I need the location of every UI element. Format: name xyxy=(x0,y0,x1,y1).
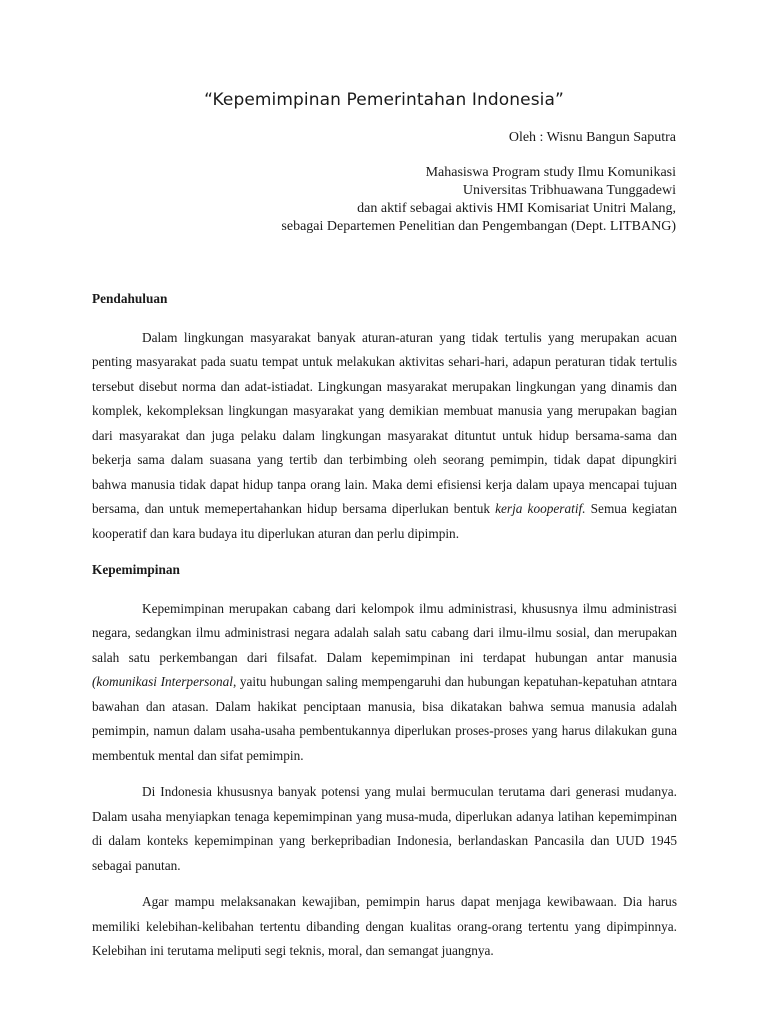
paragraph-italic-text: (komunikasi Interpersonal xyxy=(92,674,233,689)
affiliation-line: Universitas Tribhuawana Tunggadewi xyxy=(462,183,676,198)
document-title: “Kepemimpinan Pemerintahan Indonesia” xyxy=(204,90,564,110)
author-line: Oleh : Wisnu Bangun Saputra xyxy=(508,130,676,145)
paragraph xyxy=(92,780,677,878)
paragraph xyxy=(92,597,677,769)
paragraph-text: Agar mampu melaksanakan kewajiban, pemimpin harus dapat menjaga kewibawaan. Dia harus memiliki kelebihan-kelibahan tertentu dibanding dengan kualitas orang-orang tertentu yang dipimpinnya. Kelebihan ini terutama meliputi segi teknis, moral, dan semangat juangnya. xyxy=(92,894,677,958)
paragraph-text: Dalam lingkungan masyarakat banyak aturan-aturan yang tidak tertulis yang merupakan acuan penting masyarakat pada suatu tempat untuk melakukan aktivitas sehari-hari, adapun peraturan tidak tertulis tersebut disebut norma dan adat-istiadat. Lingkungan masyarakat merupakan lingkungan yang dinamis dan komplek, kekompleksan lingkungan masyarakat yang demikian membuat manusia yang merupakan bagian dari masyarakat dan juga pelaku dalam lingkungan masyarakat dituntut untuk hidup bersama-sama dan bekerja sama dalam suasana yang tertib dan terbimbing oleh seorang pemimpin, tidak dapat dipungkiri bahwa manusia tidak dapat hidup tanpa orang lain. Maka demi efisiensi kerja dalam upaya mencapai tujuan bersama, dan untuk memepertahankan hidup bersama diperlukan bentuk xyxy=(92,329,677,516)
paragraph-text: , yaitu hubungan saling mempengaruhi dan hubungan kepatuhan-kepatuhan atntara bawahan dan atasan. Dalam hakikat penciptaan manusia, bisa dikatakan bahwa semua manusia adalah pemimpin, namun dalam usaha-usaha pembentukannya diperlukan proses-proses yang harus dilakukan guna membentuk mental dan sifat pemimpin. xyxy=(92,674,677,763)
author-affiliation xyxy=(281,164,676,236)
affiliation-line: sebagai Departemen Penelitian dan Pengembangan (Dept. LITBANG) xyxy=(281,219,676,234)
paragraph xyxy=(92,326,677,547)
section-heading-kepemimpinan: Kepemimpinan xyxy=(92,562,180,577)
paragraph-text: Di Indonesia khususnya banyak potensi yang mulai bermuculan terutama dari generasi mudanya. Dalam usaha menyiapkan tenaga kepemimpinan yang musa-muda, diperlukan adanya latihan kepemimpinan di dalam konteks kepemimpinan yang berkepribadian Indonesia, berlandaskan Pancasila dan UUD 1945 sebagai panutan. xyxy=(92,784,677,873)
paragraph-text: Semua kegiatan kooperatif dan kara budaya itu diperlukan aturan dan perlu dipimpin. xyxy=(92,501,678,541)
paragraph-italic-text: kerja kooperatif. xyxy=(495,501,586,516)
paragraph xyxy=(92,890,677,964)
document-body xyxy=(92,287,677,964)
affiliation-line: dan aktif sebagai aktivis HMI Komisariat Unitri Malang, xyxy=(357,201,676,216)
affiliation-line: Mahasiswa Program study Ilmu Komunikasi xyxy=(425,165,676,180)
paragraph-text: Kepemimpinan merupakan cabang dari kelompok ilmu administrasi, khususnya ilmu administrasi negara, sedangkan ilmu administrasi negara adalah salah satu cabang dari ilmu-ilmu sosial, dan merupakan salah satu perkembangan dari filsafat. Dalam kepemimpinan ini terdapat hubungan antar manusia xyxy=(92,600,677,665)
section-heading-pendahuluan: Pendahuluan xyxy=(92,291,168,306)
